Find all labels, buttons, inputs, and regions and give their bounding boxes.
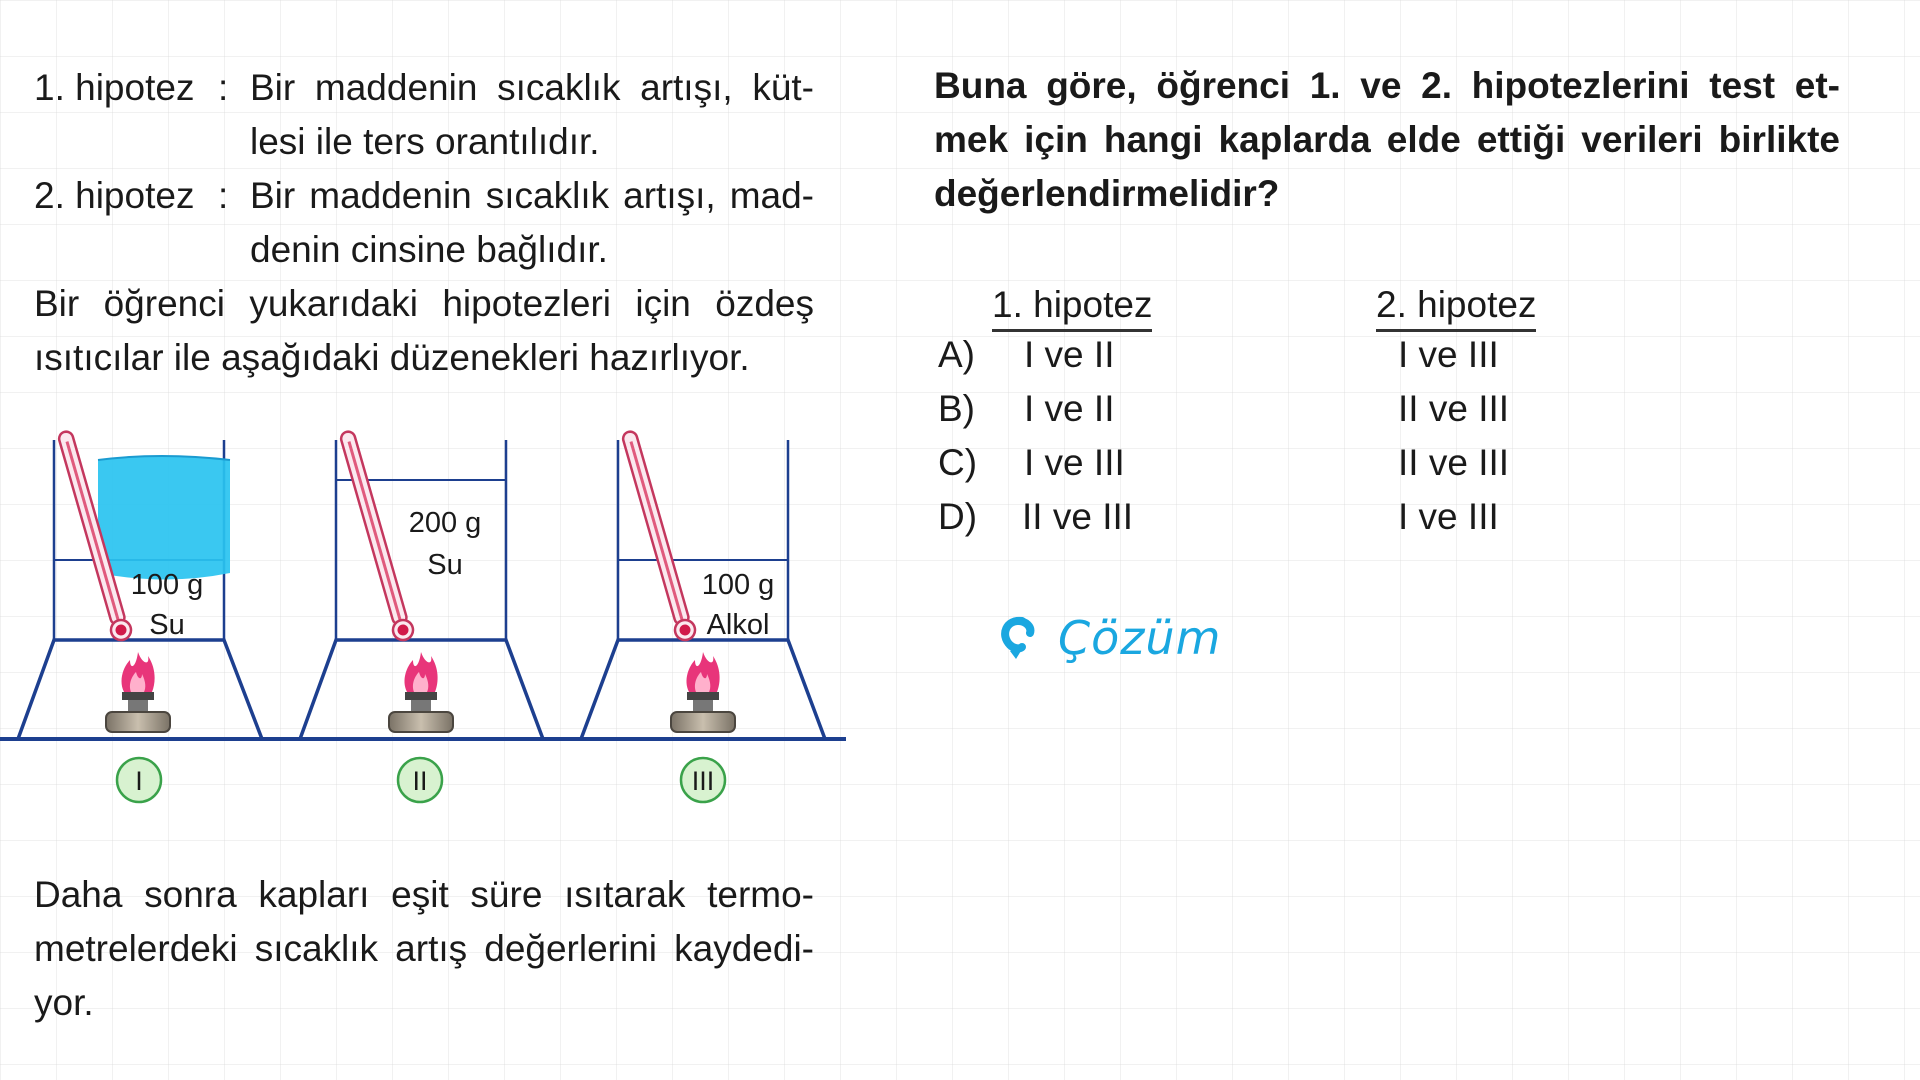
answer-header-1-text: 1. hipotez bbox=[992, 283, 1152, 332]
intro-line2: ısıtıcılar ile aşağıdaki düzenekleri hazırlıyor. bbox=[34, 337, 750, 378]
setup-2-substance: Su bbox=[427, 549, 463, 581]
setup-3-label bbox=[681, 758, 725, 802]
svg-text:III: III bbox=[691, 766, 715, 796]
question-line1: Buna göre, öğrenci 1. ve 2. hipotezlerini test et- bbox=[934, 65, 1840, 106]
option-a-hypothesis-2: I ve III bbox=[1398, 334, 1499, 375]
question-line2: mek için hangi kaplarda elde ettiği verileri birlikte bbox=[934, 119, 1840, 160]
option-b-hypothesis-2: II ve III bbox=[1398, 388, 1510, 429]
thermometer-2 bbox=[337, 429, 416, 642]
solution-arrow-icon bbox=[996, 613, 1042, 663]
question-line3: değerlendirmelidir? bbox=[934, 173, 1280, 214]
hypothesis-2-label: 2. hipotez bbox=[34, 175, 195, 216]
setup-2-label bbox=[398, 758, 442, 802]
outro-line2: metrelerdeki sıcaklık artış değerlerini kaydedi- bbox=[34, 928, 814, 969]
thermometer-3 bbox=[619, 429, 698, 642]
option-c-letter[interactable]: C) bbox=[938, 442, 978, 483]
burner-3 bbox=[671, 652, 735, 732]
hypothesis-1-colon: : bbox=[218, 67, 229, 108]
option-c-hypothesis-2: II ve III bbox=[1398, 442, 1510, 483]
water-block bbox=[98, 456, 230, 580]
option-a-hypothesis-1: I ve II bbox=[1024, 334, 1115, 375]
outro-line1: Daha sonra kapları eşit süre ısıtarak termo- bbox=[34, 874, 814, 915]
setup-1 bbox=[18, 429, 262, 739]
option-b-letter[interactable]: B) bbox=[938, 388, 975, 429]
experiment-figure bbox=[0, 390, 860, 820]
setup-2-mass: 200 g bbox=[408, 507, 482, 539]
setup-1-substance: Su bbox=[149, 609, 185, 641]
svg-text:I: I bbox=[135, 766, 143, 796]
hypothesis-2-colon: : bbox=[218, 175, 229, 216]
setup-3-mass: 100 g bbox=[701, 569, 775, 601]
hypothesis-2-text-line1: Bir maddenin sıcaklık artışı, mad- bbox=[250, 175, 814, 216]
answer-header-2-text: 2. hipotez bbox=[1376, 283, 1536, 332]
option-d-hypothesis-2: I ve III bbox=[1398, 496, 1499, 537]
hypothesis-1-text-line2: lesi ile ters orantılıdır. bbox=[250, 121, 600, 162]
hypothesis-2-text-line2: denin cinsine bağlıdır. bbox=[250, 229, 608, 270]
hypothesis-1-label: 1. hipotez bbox=[34, 67, 195, 108]
option-c-hypothesis-1: I ve III bbox=[1024, 442, 1125, 483]
option-b-hypothesis-1: I ve II bbox=[1024, 388, 1115, 429]
hypothesis-1-text-line1: Bir maddenin sıcaklık artışı, küt- bbox=[250, 67, 814, 108]
setup-1-label bbox=[117, 758, 161, 802]
burner-2 bbox=[389, 652, 453, 732]
burner-1 bbox=[106, 652, 170, 732]
setup-3-substance: Alkol bbox=[706, 609, 770, 641]
intro-line1: Bir öğrenci yukarıdaki hipotezleri için özdeş bbox=[34, 283, 814, 324]
setup-2 bbox=[300, 429, 543, 739]
solution-label: Çözüm bbox=[1058, 611, 1222, 665]
option-d-letter[interactable]: D) bbox=[938, 496, 978, 537]
option-a-letter[interactable]: A) bbox=[938, 334, 975, 375]
solution-link[interactable] bbox=[996, 608, 1221, 668]
option-d-hypothesis-1: II ve III bbox=[1022, 496, 1134, 537]
answer-header-hypothesis-2 bbox=[1376, 278, 1536, 332]
svg-text:II: II bbox=[412, 766, 428, 796]
setup-3 bbox=[581, 429, 825, 739]
answer-header-hypothesis-1 bbox=[992, 278, 1152, 332]
outro-line3: yor. bbox=[34, 982, 94, 1023]
setup-1-mass: 100 g bbox=[130, 569, 204, 601]
